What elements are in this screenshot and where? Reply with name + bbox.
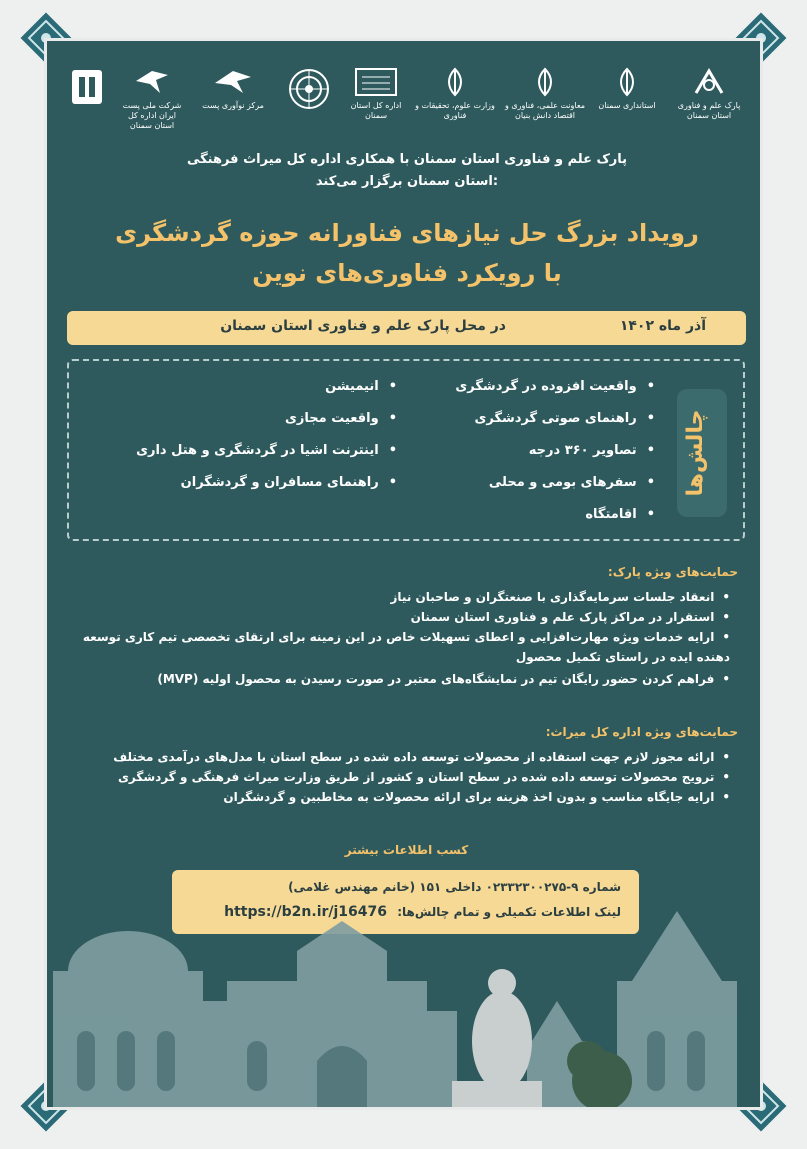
challenge-item: • راهنمای صوتی گردشگری	[474, 411, 655, 426]
rosette-logo	[281, 67, 337, 131]
heritage-logo: اداره کل استان سمنان	[345, 67, 407, 131]
logo-row	[67, 63, 747, 143]
poster	[44, 38, 763, 1110]
challenge-item: • اقامتگاه	[585, 507, 655, 522]
challenges-label	[669, 383, 735, 523]
park-support-title: حمایت‌های ویژه پارک:	[607, 565, 738, 579]
park-support-item: • فراهم کردن حضور رایگان تیم در نمایشگاه‌های معتبر در صورت رسیدن به محصول اولیه (MVP)	[77, 669, 730, 689]
challenge-item: • واقعیت مجازی	[285, 411, 397, 426]
bird-icon	[213, 67, 253, 97]
post-innovation-logo: مرکز نوآوری پست	[195, 67, 271, 131]
heritage-support-item: • ارائه مجوز لازم جهت استفاده از محصولات توسعه داده شده در سطح استان با مدل‌های درآمدی مختلف	[77, 747, 730, 767]
challenge-item: • سفرهای بومی و محلی	[489, 475, 655, 490]
vice-presidency-logo: معاونت علمی، فناوری و اقتصاد دانش بنیان	[503, 67, 587, 131]
contact-phone: شماره ۹-۰۲۳۳۲۳۰۰۲۷۵ داخلی ۱۵۱ (خانم مهندس غلامی)	[288, 880, 621, 894]
date-bar	[67, 311, 746, 345]
park-support-item: • ارایه خدمات ویژه مهارت‌افزایی و اعطای تسهیلات خاص در این زمینه برای ارتقای تخصصی تیم کاری توسعه دهنده ایده در راستای تکمیل محصول	[77, 627, 730, 667]
challenge-item: • راهنمای مسافران و گردشگران	[181, 475, 397, 490]
historic-monuments-illustration	[47, 891, 763, 1110]
rosette-icon	[287, 67, 331, 111]
heritage-emblem-icon	[354, 67, 398, 97]
emblem-icon	[613, 67, 641, 97]
event-date: آذر ماه ۱۴۰۲	[619, 318, 706, 334]
event-location: در محل پارک علم و فناوری استان سمنان	[220, 318, 506, 334]
intro-text: پارک علم و فناوری استان سمنان با همکاری اداره کل میراث فرهنگی استان سمنان برگزار می‌کند:	[186, 152, 628, 189]
challenge-item: • تصاویر ۳۶۰ درجه	[529, 443, 655, 458]
more-info-heading: کسب اطلاعات بیشتر	[344, 843, 469, 857]
contact-link[interactable]: https://b2n.ir/j16476	[224, 904, 388, 920]
heritage-support-item: • ترویج محصولات توسعه داده شده در سطح استان و کشور از طریق وزارت میراث فرهنگی و گردشگری	[77, 767, 730, 787]
square-emblem-icon	[69, 67, 105, 107]
event-title: رویداد بزرگ حل نیازهای فناورانه حوزه گردشگری با رویکرد فناوری‌های نوین	[115, 219, 699, 287]
emblem-icon	[531, 67, 559, 97]
challenge-item: • اینترنت اشیا در گردشگری و هتل داری	[136, 443, 397, 458]
park-logo-icon	[692, 67, 726, 97]
heritage-support-title: حمایت‌های ویژه اداره کل میراث:	[545, 725, 738, 739]
park-support-item: • انعقاد جلسات سرمایه‌گذاری با صنعتگران و صاحبان نیاز	[77, 587, 730, 607]
heritage-support-item: • ارایه جایگاه مناسب و بدون اخذ هزینه برای ارائه محصولات به مخاطبین و گردشگران	[77, 787, 730, 807]
contact-link-label: لینک اطلاعات تکمیلی و تمام چالش‌ها:	[397, 905, 621, 919]
ministry-science-logo: وزارت علوم، تحقیقات و فناوری	[415, 67, 495, 131]
bird-icon	[134, 67, 170, 97]
challenge-item: • واقعیت افزوده در گردشگری	[455, 379, 655, 394]
park-logo: پارک علم و فناوری استان سمنان	[671, 67, 747, 131]
square-logo	[65, 67, 109, 131]
emblem-icon	[441, 67, 469, 97]
challenges-label-text: چالش‌ها	[683, 409, 708, 497]
governorate-logo: استانداری سمنان	[595, 67, 659, 131]
challenges-box	[67, 359, 745, 541]
park-support-item: • استقرار در مراکز پارک علم و فناوری استان سمنان	[77, 607, 730, 627]
national-post-logo: شرکت ملی پست ایران اداره کل استان سمنان	[117, 67, 187, 131]
challenge-item: • انیمیشن	[325, 379, 397, 394]
